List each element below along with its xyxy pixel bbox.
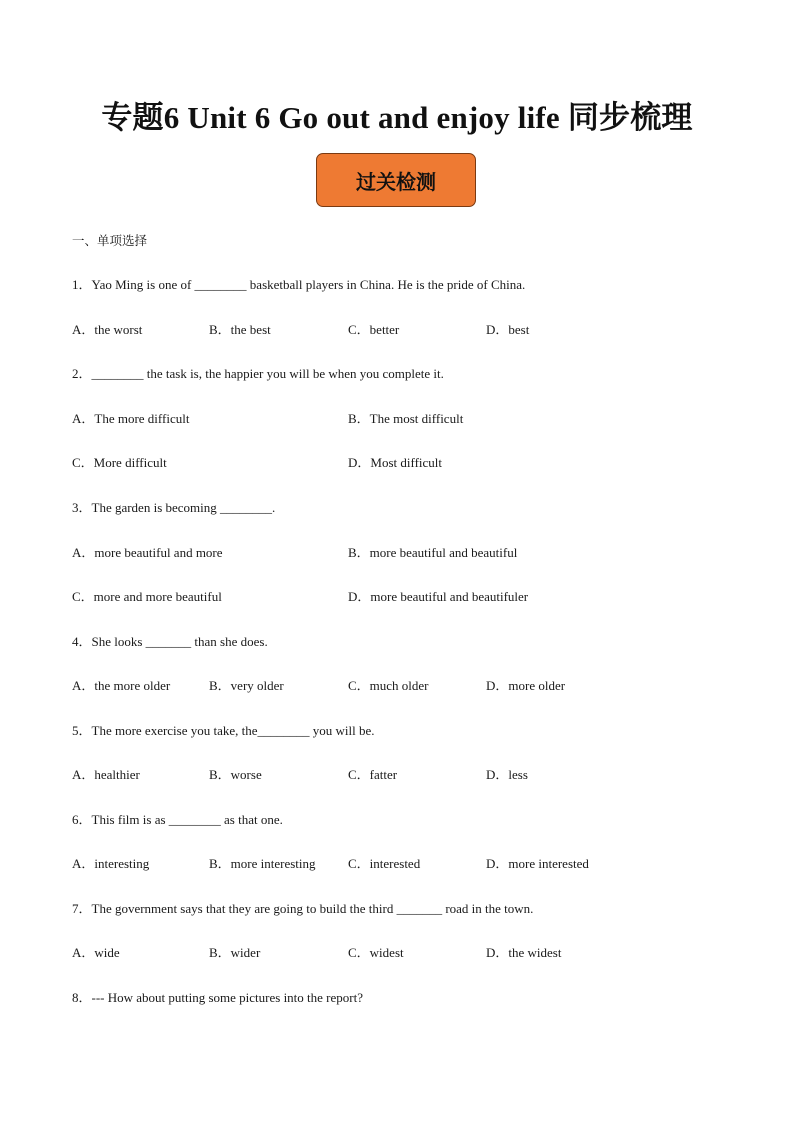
question-2-option-b: B．The most difficult [348, 411, 464, 426]
question-5-option-c: C．fatter [348, 767, 398, 782]
question-4-option-b: B．very older [209, 678, 284, 693]
question-3-option-c: C．more and more beautiful [72, 589, 222, 604]
question-4-option-d: D．more older [486, 678, 566, 693]
question-1-option-a: A．the worst [72, 322, 143, 337]
question-6-option-d: D．more interested [486, 856, 589, 871]
page-title: 专题6 Unit 6 Go out and enjoy life 同步梳理 [101, 100, 693, 135]
question-4-option-c: C．much older [348, 678, 429, 693]
question-7-option-c: C．widest [348, 945, 404, 960]
question-7-option-b: B．wider [209, 945, 261, 960]
question-2-stem: 2．________ the task is, the happier you will be when you complete it. [72, 366, 444, 381]
section-heading: 一、单项选择 [72, 233, 148, 248]
question-2-option-a: A．The more difficult [72, 411, 190, 426]
question-1-option-b: B．the best [209, 322, 271, 337]
question-7-option-a: A．wide [72, 945, 120, 960]
question-5-option-b: B．worse [209, 767, 262, 782]
question-7-stem: 7．The government says that they are going to build the third _______ road in the town. [72, 901, 534, 916]
section-badge: 过关检测 [316, 153, 476, 207]
question-8-stem: 8．--- How about putting some pictures into the report? [72, 990, 363, 1005]
question-6-option-a: A．interesting [72, 856, 150, 871]
question-2-option-d: D．Most difficult [348, 455, 443, 470]
question-2-option-c: C．More difficult [72, 455, 167, 470]
question-6-option-c: C．interested [348, 856, 421, 871]
question-5-option-a: A．healthier [72, 767, 140, 782]
question-1-stem: 1．Yao Ming is one of ________ basketball players in China. He is the pride of China. [72, 277, 526, 292]
question-5-stem: 5．The more exercise you take, the________ you will be. [72, 723, 375, 738]
question-3-option-d: D．more beautiful and beautifuler [348, 589, 529, 604]
question-1-option-c: C．better [348, 322, 400, 337]
question-4-stem: 4．She looks _______ than she does. [72, 634, 268, 649]
question-5-option-d: D．less [486, 767, 528, 782]
question-4-option-a: A．the more older [72, 678, 171, 693]
question-6-stem: 6．This film is as ________ as that one. [72, 812, 283, 827]
question-3-option-b: B．more beautiful and beautiful [348, 545, 518, 560]
question-7-option-d: D．the widest [486, 945, 562, 960]
question-6-option-b: B．more interesting [209, 856, 316, 871]
question-3-stem: 3．The garden is becoming ________. [72, 500, 276, 515]
question-3-option-a: A．more beautiful and more [72, 545, 223, 560]
question-1-option-d: D．best [486, 322, 530, 337]
